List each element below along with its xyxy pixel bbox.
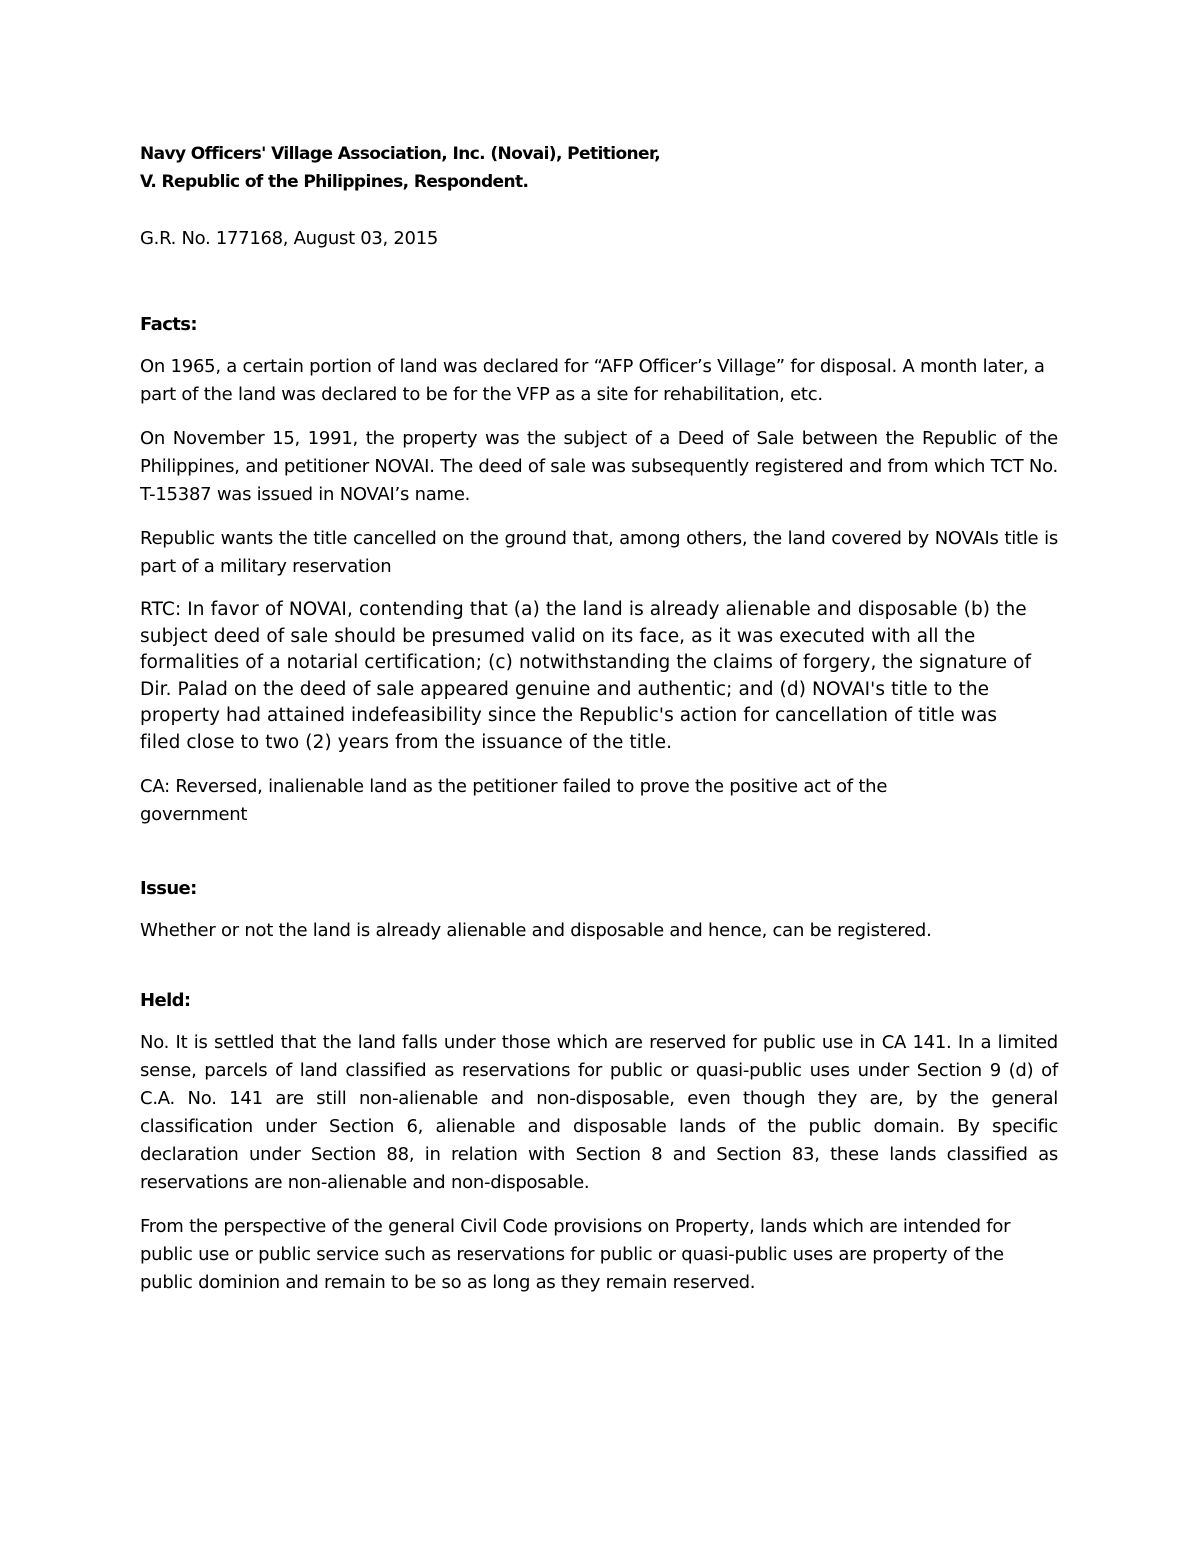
issue-heading: Issue: — [140, 877, 197, 899]
facts-paragraph: On 1965, a certain portion of land was declared for “AFP Officer’s Village” for disposal. A month later, a part of the land was declared to be for the VFP as a site for rehabilitation, etc. — [140, 356, 1045, 405]
ca-ruling-paragraph: CA: Reversed, inalienable land as the petitioner failed to prove the positive act of the government — [140, 775, 888, 825]
held-heading: Held: — [140, 989, 191, 1011]
rtc-ruling-paragraph: RTC: In favor of NOVAI, contending that (a) the land is already alienable and disposable (b) the subject deed of sale should be presumed valid on its face, as it was executed with all the formalities of a notarial certification; (c) notwithstanding the claims of forgery, the signature of Dir. Palad on the deed of sale appeared genuine and authentic; and (d) NOVAI's title to the property had attained indefeasibility since the Republic's action for cancellation of title was filed close to two (2) years from the issuance of the title. — [140, 599, 1032, 753]
case-number: G.R. No. 177168, August 03, 2015 — [140, 228, 439, 249]
facts-paragraph: Republic wants the title cancelled on the ground that, among others, the land covered by NOVAIs title is part of a military reservation — [140, 528, 1058, 577]
case-title-line-1: Navy Officers' Village Association, Inc. (Novai), Petitioner, — [140, 144, 661, 164]
facts-paragraph: On November 15, 1991, the property was the subject of a Deed of Sale between the Republic of the Philippines, and petitioner NOVAI. The deed of sale was subsequently registered and from which TCT No. T-15387 was issued in NOVAI’s name. — [140, 428, 1058, 505]
case-title-line-2: V. Republic of the Philippines, Respondent. — [140, 172, 529, 192]
issue-text: Whether or not the land is already alienable and disposable and hence, can be registered. — [140, 919, 932, 941]
held-paragraph: No. It is settled that the land falls under those which are reserved for public use in CA 141. In a limited sense, parcels of land classified as reservations for public or quasi-public uses under Section 9 (d) of C.A. No. 141 are still non-alienable and non-disposable, even though they are, by the general classification under Section 6, alienable and disposable lands of the public domain. By specific declaration under Section 88, in relation with Section 8 and Section 83, these lands classified as reservations are non-alienable and non-disposable. — [140, 1031, 1058, 1193]
facts-heading: Facts: — [140, 314, 197, 335]
held-paragraph: From the perspective of the general Civil Code provisions on Property, lands which are intended for public use or public service such as reservations for public or quasi-public uses are property of the public dominion and remain to be so as long as they remain reserved. — [140, 1215, 1011, 1293]
document-page — [140, 140, 1058, 1313]
